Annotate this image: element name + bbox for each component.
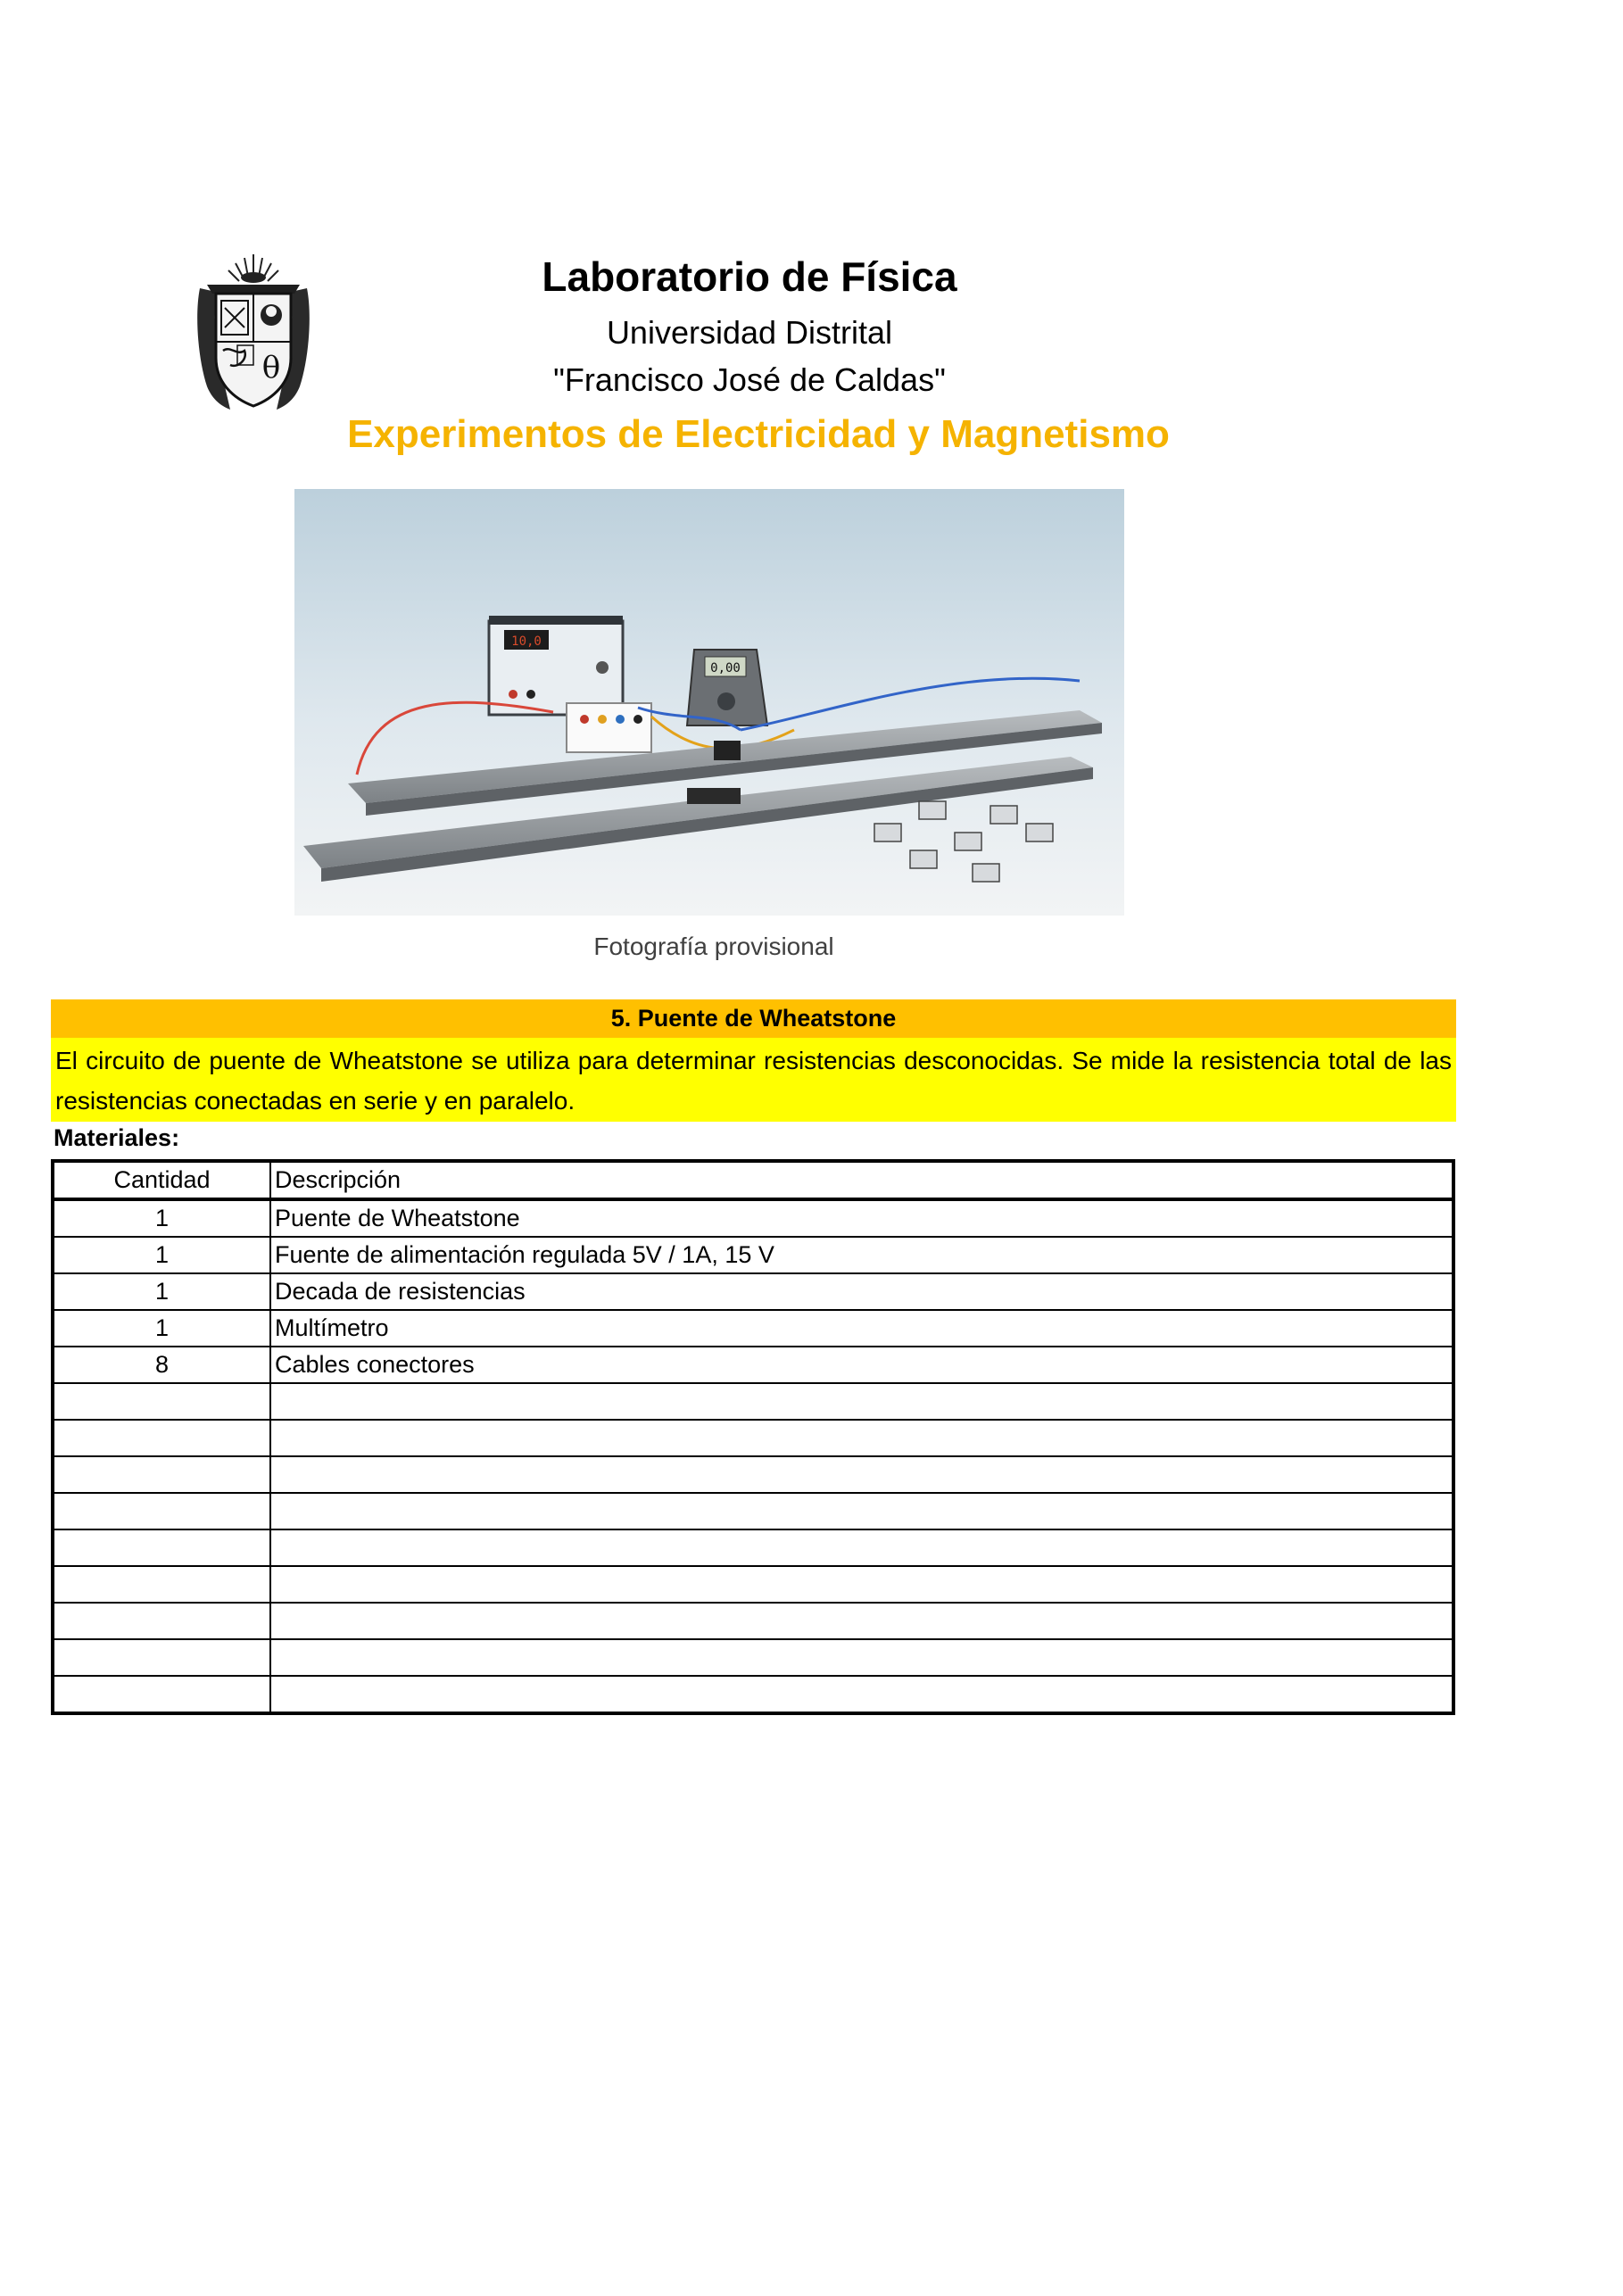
table-row (53, 1383, 1453, 1420)
table-row (53, 1199, 1453, 1237)
table-row (53, 1420, 1453, 1456)
table-row (53, 1603, 1453, 1639)
materials-table (51, 1159, 1455, 1715)
quantity-header: Cantidad (53, 1161, 270, 1199)
quantity-cell (53, 1603, 270, 1639)
table-row (53, 1493, 1453, 1529)
quantity-cell: 1 (53, 1199, 270, 1237)
table-row (53, 1639, 1453, 1676)
power-supply-display: 10,0 (511, 634, 542, 649)
description-cell (270, 1529, 1453, 1566)
description-cell (270, 1603, 1453, 1639)
multimeter (687, 650, 767, 725)
quantity-cell (53, 1420, 270, 1456)
experiment-description: El circuito de puente de Wheatstone se utiliza para determinar resistencias desconocidas. Se mide la resistencia total de las resistencias conectadas en serie y en paralelo. (51, 1038, 1456, 1122)
materials-header-row (53, 1161, 1453, 1199)
materials-label: Materiales: (54, 1124, 180, 1151)
description-header: Descripción (270, 1161, 1453, 1199)
svg-text:θ: θ (261, 350, 281, 385)
description-cell (270, 1566, 1453, 1603)
quantity-cell: 1 (53, 1237, 270, 1273)
equipment-photo (294, 489, 1124, 916)
table-row (53, 1237, 1453, 1273)
quantity-cell: 1 (53, 1273, 270, 1310)
description-cell (270, 1456, 1453, 1493)
quantity-cell (53, 1456, 270, 1493)
description-cell: Puente de Wheatstone (270, 1199, 1453, 1237)
multimeter-display: 0,00 (710, 661, 741, 676)
quantity-cell (53, 1676, 270, 1713)
quantity-cell: 1 (53, 1310, 270, 1347)
description-cell: Multímetro (270, 1310, 1453, 1347)
subject-title: Experimentos de Electricidad y Magnetismo (347, 412, 1170, 456)
table-row (53, 1676, 1453, 1713)
description-cell (270, 1639, 1453, 1676)
quantity-cell (53, 1639, 270, 1676)
experiment-title: 5. Puente de Wheatstone (51, 999, 1456, 1038)
table-row (53, 1347, 1453, 1383)
page-title: Laboratorio de Física (542, 253, 957, 300)
table-row (53, 1273, 1453, 1310)
quantity-cell (53, 1566, 270, 1603)
description-cell: Cables conectores (270, 1347, 1453, 1383)
description-cell: Decada de resistencias (270, 1273, 1453, 1310)
table-row (53, 1529, 1453, 1566)
quantity-cell (53, 1383, 270, 1420)
university-name: Universidad Distrital (606, 314, 893, 351)
quantity-cell (53, 1529, 270, 1566)
table-row (53, 1566, 1453, 1603)
power-supply (489, 616, 623, 715)
photo-caption: Fotografía provisional (593, 932, 834, 960)
university-shield-logo (195, 253, 312, 413)
quantity-cell (53, 1493, 270, 1529)
quantity-cell: 8 (53, 1347, 270, 1383)
description-cell: Fuente de alimentación regulada 5V / 1A, 15 V (270, 1237, 1453, 1273)
university-full-name: "Francisco José de Caldas" (553, 361, 946, 398)
description-cell (270, 1493, 1453, 1529)
table-row (53, 1456, 1453, 1493)
resistance-decade (567, 703, 651, 752)
table-row (53, 1310, 1453, 1347)
description-cell (270, 1420, 1453, 1456)
description-cell (270, 1383, 1453, 1420)
description-cell (270, 1676, 1453, 1713)
